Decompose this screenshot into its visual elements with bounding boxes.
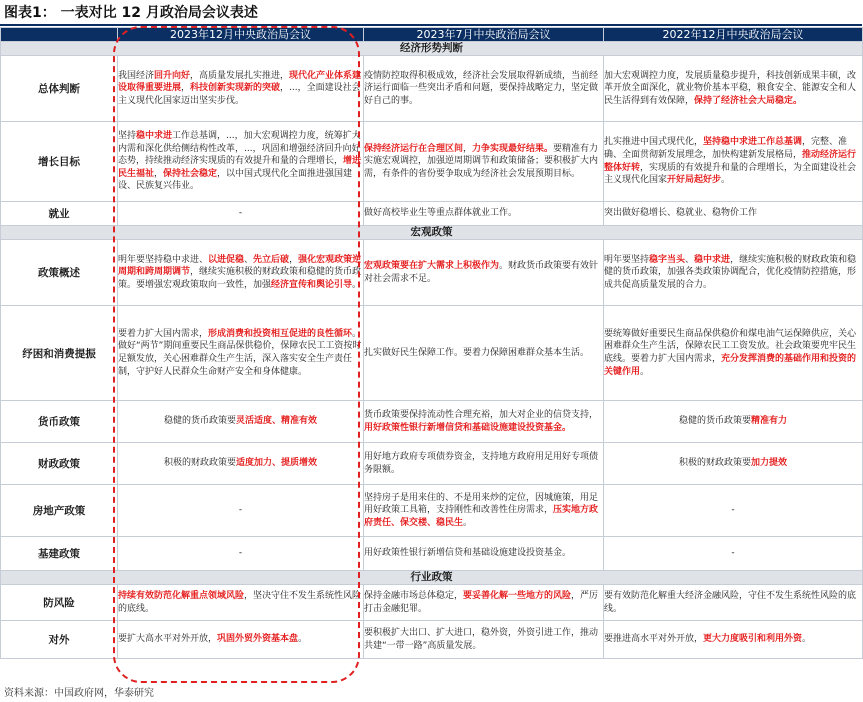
highlight-text: 要妥善化解一些地方的风险 [463, 590, 572, 601]
cell-text: 要着力扩大国内需求， [118, 328, 209, 339]
highlight-text: 以进促稳 [208, 254, 245, 265]
row-label-policy: 政策概述 [1, 240, 118, 306]
cell-monetary-2023-jul [364, 401, 604, 443]
highlight-text: 增进民生福祉 [118, 156, 362, 179]
row-label-infra: 基建政策 [1, 537, 118, 571]
cell-text: 要积极扩大出口、扩大进口，稳外资，外资引进工作，推动共建“一带一路”高质量发展。 [364, 627, 599, 651]
row-label-fiscal: 财政政策 [1, 443, 118, 485]
cell-risk-2023-jul [364, 585, 604, 621]
cell-realestate-2022-dec [604, 485, 863, 537]
cell-text: - [731, 548, 735, 559]
cell-consumption-2023-dec [118, 306, 364, 401]
cell-monetary-2023-dec [118, 401, 364, 443]
cell-growth-2022-dec [604, 122, 863, 202]
cell-text: 疫情防控取得积极成效，经济社会发展取得新成绩，当前经济运行面临一些突出矛盾和问题，要保持战略定力，坚定做好自己的事。 [364, 70, 599, 106]
cell-policy-2023-dec [118, 240, 364, 306]
cell-text: 。 [352, 328, 362, 339]
highlight-text: 压实地方政府责任、保交楼、稳民生 [364, 505, 599, 528]
cell-text: ，坚决守住不发生系统性风险的底线。 [118, 590, 362, 614]
highlight-text: 形成消费和投资相互促进的良性循环 [208, 328, 353, 339]
cell-text: - [238, 208, 243, 219]
cell-text: 、 [685, 254, 695, 265]
cell-overall-2023-jul [364, 56, 604, 122]
section-macro: 宏观政策 [1, 226, 863, 240]
highlight-text: 回升向好 [154, 70, 191, 81]
highlight-text: 巩固外贸外资基本盘 [217, 634, 299, 645]
highlight-text: 用好政策性银行新增信贷和基础设施建设投资基金。 [364, 422, 572, 433]
cell-text: 用好政策性银行新增信贷和基础设施建设投资基金。 [364, 548, 572, 559]
cell-fiscal-2023-dec [118, 443, 364, 485]
highlight-text: 稳中求进 [694, 254, 731, 265]
cell-employment-2023-dec [118, 202, 364, 226]
row-label-growth: 增长目标 [1, 122, 118, 202]
cell-text: ， [154, 168, 164, 179]
highlight-text: 开好局起好步 [667, 175, 722, 186]
cell-text: 货币政策要保持流动性合理充裕，加大对企业的信贷支持， [364, 409, 599, 420]
column-header-2022-dec: 2022年12月中央政治局会议 [604, 28, 863, 42]
corner-header [1, 28, 118, 42]
title-rule [0, 24, 862, 26]
highlight-text: 稳字当头 [649, 254, 686, 265]
cell-text: 。 [721, 175, 731, 186]
cell-text: 我国经济 [118, 70, 155, 81]
cell-text: ， [463, 143, 473, 154]
section-row [1, 226, 863, 240]
row-label-realestate: 房地产政策 [1, 485, 118, 537]
cell-text: 要推进高水平对外开放， [604, 634, 704, 645]
cell-text: 、 [244, 254, 254, 265]
cell-text: 用好地方政府专项债券资金，支持地方政府用足用好专项债务限额。 [364, 451, 599, 475]
row-label-external: 对外 [1, 621, 118, 659]
section-economy: 经济形势判断 [1, 42, 863, 56]
cell-text: 要精准有力实施宏观调控，加强逆周期调节和政策储备；要积极扩大内需，有条件的省份要争取成为经济社会发展预期目标。 [364, 143, 599, 179]
cell-risk-2023-dec [118, 585, 364, 621]
figure-title: 图表1： 一表对比 12 月政治局会议表述 [4, 5, 258, 21]
row-label-consumption: 纾困和消费提振 [1, 306, 118, 401]
cell-text: 明年要坚持 [604, 254, 650, 265]
highlight-text: 保持社会稳定 [163, 168, 218, 179]
cell-infra-2023-jul [364, 537, 604, 571]
comparison-table [0, 27, 863, 659]
highlight-text: 充分发挥消费的基础作用和投资的关键作用 [604, 354, 857, 377]
cell-text: 稳健的货币政策要 [678, 416, 751, 427]
highlight-text: 灵活适度、精准有效 [236, 416, 318, 427]
cell-growth-2023-jul [364, 122, 604, 202]
row-label-overall: 总体判断 [1, 56, 118, 122]
cell-text: 保持金融市场总体稳定， [364, 590, 464, 601]
cell-text: 要增强宏观政策取向一致性，加强 [136, 279, 272, 290]
cell-text: 扎实做好民生保障工作。要着力保障困难群众基本生活。 [364, 347, 590, 358]
cell-text: - [238, 548, 243, 559]
cell-text: 扎实推进中国式现代化， [604, 137, 704, 148]
highlight-text: 推动经济运行整体好转 [604, 149, 857, 173]
cell-external-2023-dec [118, 621, 364, 659]
highlight-text: 持续有效防范化解重点领域风险 [118, 590, 245, 601]
column-header-2023-dec: 2023年12月中央政治局会议 [118, 28, 364, 42]
cell-fiscal-2022-dec [604, 443, 863, 485]
cell-employment-2023-jul [364, 202, 604, 226]
cell-overall-2022-dec [604, 56, 863, 122]
highlight-text: 保持经济运行在合理区间 [364, 143, 464, 154]
cell-text: - [238, 505, 243, 516]
cell-text: ，...，全面建设社会主义现代化国家迈出坚实步伐。 [118, 83, 361, 106]
cell-employment-2022-dec [604, 202, 863, 226]
cell-text: 。 [640, 366, 650, 377]
cell-text: 做好“两节”期间重要民生商品保供稳价，保障农民工工资按时足额发放，关心困难群众生产生活，深入落实安全生产责任制，守护好人民群众生命财产安全和身体健康。 [118, 341, 362, 377]
cell-text: 。 [298, 634, 308, 645]
section-industry: 行业政策 [1, 571, 863, 585]
highlight-text: 更大力度吸引和利用外资 [703, 634, 803, 645]
cell-text: ，严厉打击金融犯罪。 [364, 590, 599, 614]
cell-text: 要有效防范化解重大经济金融风险，守住不发生系统性风险的底线。 [604, 590, 857, 614]
cell-monetary-2022-dec [604, 401, 863, 443]
table-row [1, 240, 863, 306]
table-row [1, 537, 863, 571]
cell-text: 坚持房子是用来住的、不是用来炒的定位，因城施策，用足用好政策工具箱，支持刚性和改善性住房需求， [364, 492, 599, 516]
table-row [1, 56, 863, 122]
cell-overall-2023-dec [118, 56, 364, 122]
row-label-monetary: 货币政策 [1, 401, 118, 443]
table-row [1, 621, 863, 659]
cell-fiscal-2023-jul [364, 443, 604, 485]
cell-text: ，继续实施积极的财政政策和稳健的货币政策。 [118, 267, 362, 290]
highlight-text: 精准有力 [751, 416, 788, 427]
column-header-2023-jul: 2023年7月中央政治局会议 [364, 28, 604, 42]
cell-text: ，继续实施积极的财政政策和稳健的货币政策，加强各类政策协调配合，优化疫情防控措施，形成共促高质量发展的合力。 [604, 254, 857, 290]
highlight-text: 适度加力、提质增效 [236, 458, 318, 469]
cell-text: ，高质量发展扎实推进， [190, 70, 290, 81]
cell-infra-2023-dec [118, 537, 364, 571]
highlight-text: 力争实现最好结果。 [472, 143, 554, 154]
section-row [1, 571, 863, 585]
cell-text: 做好高校毕业生等重点群体就业工作。 [364, 208, 518, 219]
cell-text: ， [181, 83, 191, 94]
cell-consumption-2022-dec [604, 306, 863, 401]
cell-text: 加大宏观调控力度，发展质量稳步提升，科技创新成果丰硕，改革开放全面深化，就业物价基本平稳，粮食安全、能源安全和人民生活得到有效保障， [604, 70, 857, 106]
highlight-text: 宏观政策要在扩大需求上积极作为 [364, 260, 500, 271]
cell-text: 突出做好稳增长、稳就业、稳物价工作 [604, 208, 758, 219]
cell-text: 。 [463, 517, 473, 528]
highlight-text: 强化宏观政策逆周期和跨周期调节 [118, 254, 362, 278]
table-row [1, 122, 863, 202]
highlight-text: 稳中求进 [136, 131, 173, 142]
column-header-row [1, 28, 863, 42]
highlight-text: 经济宣传和舆论引导 [271, 279, 353, 290]
cell-text: 要着力扩大国内需求， [631, 354, 722, 364]
highlight-text: 先立后破 [253, 254, 290, 265]
section-row [1, 42, 863, 56]
cell-text: 坚持 [118, 131, 137, 142]
row-label-employment: 就业 [1, 202, 118, 226]
table-row [1, 306, 863, 401]
cell-text: - [731, 505, 735, 516]
highlight-text: 加力提效 [751, 458, 788, 469]
cell-realestate-2023-jul [364, 485, 604, 537]
cell-consumption-2023-jul [364, 306, 604, 401]
cell-text: 稳健的货币政策要 [163, 416, 236, 427]
cell-policy-2023-jul [364, 240, 604, 306]
cell-text: 。财政货币政策要有效针对社会需求不足。 [364, 260, 599, 284]
cell-infra-2022-dec [604, 537, 863, 571]
cell-external-2023-jul [364, 621, 604, 659]
cell-text: 。 [352, 279, 362, 290]
cell-text: 工作总基调，...，加大宏观调控力度，统筹扩大内需和深化供给侧结构性改革，...，巩固和增强经济回升向好态势，持续推动经济实现质的有效提升和量的合理增长， [118, 131, 361, 167]
cell-policy-2022-dec [604, 240, 863, 306]
highlight-text: 科技创新实现新的突破 [190, 83, 281, 94]
cell-text: ， [289, 254, 299, 265]
cell-text: 明年要坚持稳中求进、 [118, 254, 209, 265]
cell-text: 要扩大高水平对外开放， [118, 634, 218, 645]
cell-growth-2023-dec [118, 122, 364, 202]
table-row [1, 202, 863, 226]
cell-text: ，实现质的有效提升和量的合理增长，为全面建设社会主义现代化国家 [604, 162, 857, 186]
highlight-text: 保持了经济社会大局稳定。 [694, 95, 803, 106]
cell-realestate-2023-dec [118, 485, 364, 537]
table-row [1, 401, 863, 443]
cell-text: 积极的财政政策要 [163, 458, 236, 469]
cell-text: 要统筹做好重要民生商品保供稳价和煤电油气运保障供应，关心困难群众生产生活，保障农民工工资发放。 [604, 328, 857, 352]
table-row [1, 485, 863, 537]
cell-risk-2022-dec [604, 585, 863, 621]
highlight-text: 现代化产业体系建设取得重要进展 [118, 70, 362, 94]
row-label-risk: 防风险 [1, 585, 118, 621]
cell-text: ，完整、准确、全面贯彻新发展理念，加快构建新发展格局， [604, 137, 848, 160]
source-note: 资料来源：中国政府网，华泰研究 [4, 688, 154, 699]
table-row [1, 443, 863, 485]
cell-text: 。 [802, 634, 812, 645]
highlight-text: 坚持稳中求进工作总基调 [703, 137, 803, 148]
cell-text: 积极的财政政策要 [678, 458, 751, 469]
cell-text: ，以中国式现代化全面推进强国建设、民族复兴伟业。 [118, 168, 353, 192]
table-row [1, 585, 863, 621]
cell-external-2022-dec [604, 621, 863, 659]
cell-text: 社会政策要兜牢民生底线。 [604, 341, 857, 364]
